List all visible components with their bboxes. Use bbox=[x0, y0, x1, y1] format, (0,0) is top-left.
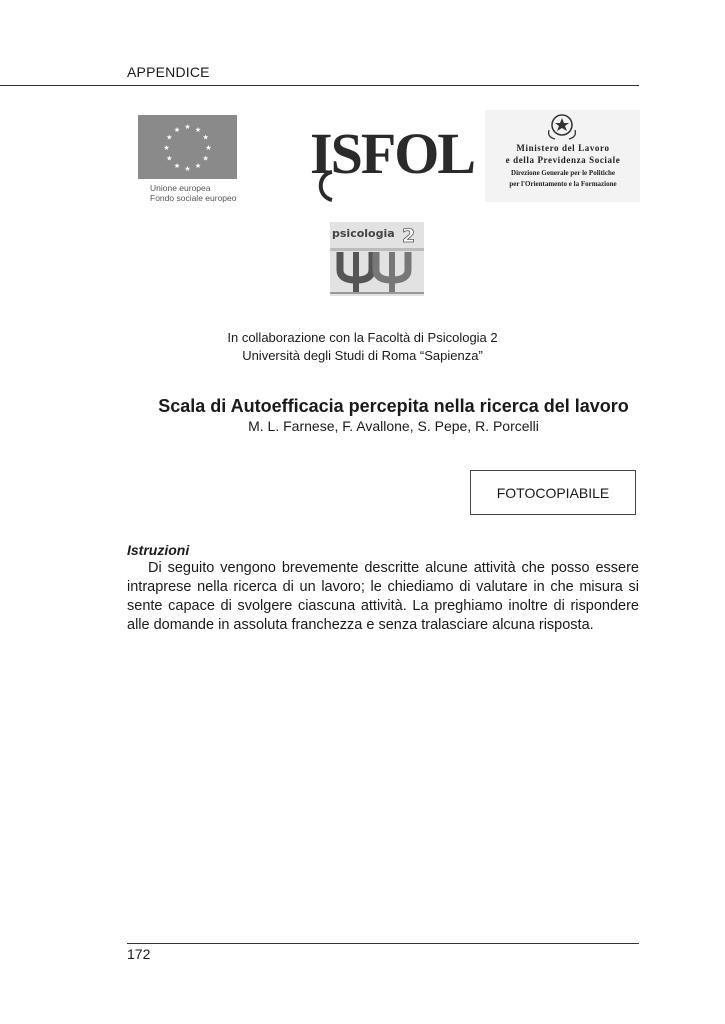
svg-text:★: ★ bbox=[184, 165, 191, 173]
isfol-logo bbox=[310, 112, 475, 212]
isfol-wordmark: ISFOL bbox=[310, 121, 475, 186]
svg-text:★: ★ bbox=[163, 144, 170, 152]
svg-text:★: ★ bbox=[166, 154, 173, 163]
header-rule bbox=[0, 85, 639, 86]
instructions-paragraph: Di seguito vengono brevemente descritte alcune attività che posso essere intraprese nella ricerca di un lavoro; le chiediamo di valutare in che misura si sente capace di svolgere ciascuna attività. La preghiamo inoltre di rispondere alle domande in assoluta franchezza e senza tralasciare alcuna risposta. bbox=[127, 560, 639, 633]
eu-caption: Unione europea Fondo sociale europeo bbox=[150, 183, 237, 203]
svg-text:★: ★ bbox=[194, 162, 202, 171]
svg-text:★: ★ bbox=[173, 125, 181, 134]
italian-emblem-icon bbox=[485, 110, 640, 142]
psicologia-text: psicologia bbox=[332, 227, 395, 240]
instructions-body bbox=[127, 559, 639, 635]
footer-rule bbox=[127, 943, 639, 944]
svg-text:★: ★ bbox=[166, 133, 173, 142]
psi-icon bbox=[330, 248, 424, 294]
eu-logo bbox=[138, 115, 237, 207]
psicologia-logo bbox=[330, 222, 424, 296]
running-header: APPENDICE bbox=[127, 64, 210, 80]
page-number: 172 bbox=[127, 946, 151, 962]
document-title: Scala di Autoefficacia percepita nella ricerca del lavoro bbox=[158, 396, 629, 416]
psicologia-number: 2 bbox=[402, 225, 416, 247]
svg-text:★: ★ bbox=[205, 144, 212, 152]
eu-flag-icon bbox=[138, 115, 237, 179]
svg-text:★: ★ bbox=[184, 123, 191, 131]
document-authors: M. L. Farnese, F. Avallone, S. Pepe, R. Porcelli bbox=[248, 418, 539, 434]
instructions-heading: Istruzioni bbox=[127, 542, 190, 558]
svg-text:★: ★ bbox=[202, 154, 209, 163]
svg-text:★: ★ bbox=[202, 133, 209, 142]
collaboration-line-1: In collaborazione con la Facoltà di Psicologia 2 bbox=[227, 330, 498, 345]
ministero-logo: Ministero del Lavoro e della Previdenza Sociale Direzione Generale per le Politiche per l'Orientamento e la Formazione bbox=[485, 110, 640, 202]
svg-text:★: ★ bbox=[173, 162, 181, 171]
svg-text:★: ★ bbox=[194, 125, 202, 134]
photocopiable-badge: FOTOCOPIABILE bbox=[470, 470, 636, 515]
collaboration-line-2: Università degli Studi di Roma “Sapienza” bbox=[242, 348, 483, 363]
